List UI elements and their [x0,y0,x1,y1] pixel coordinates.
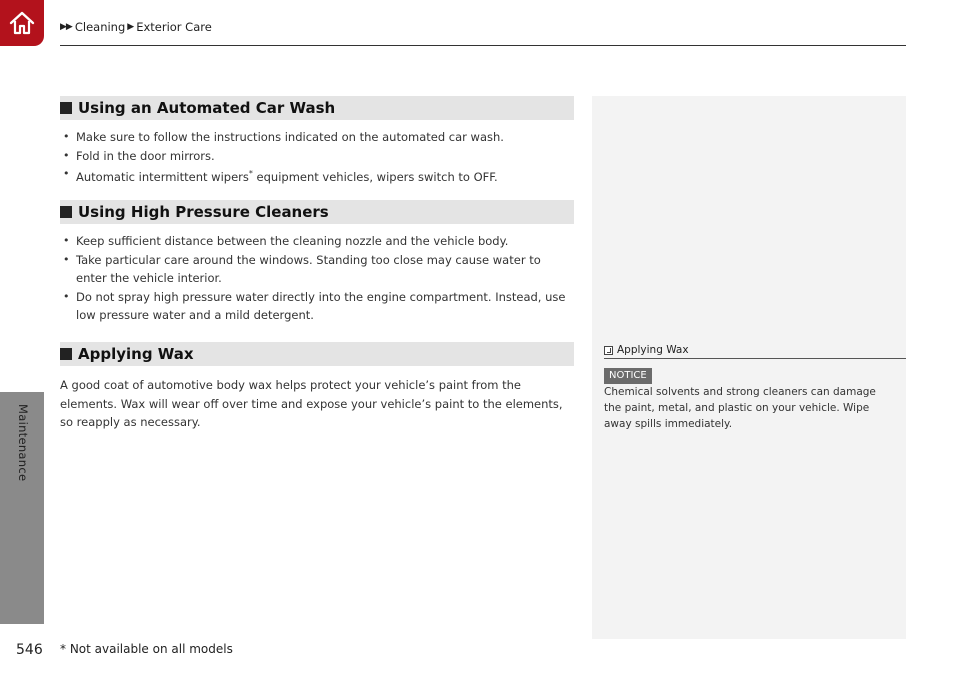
list-item: • Do not spray high pressure water directly into the engine compartment. Instead, use low pressure water and a mild detergent. [63,289,566,322]
section-title: Using High Pressure Cleaners [78,203,329,221]
footnote-star: * [248,169,253,178]
section-applying-wax [60,342,574,432]
breadcrumb [60,20,212,34]
list-item: • Make sure to follow the instructions indicated on the automated car wash. [60,128,574,147]
section-automated-car-wash [60,96,574,186]
breadcrumb-item-cleaning[interactable]: Cleaning [74,20,126,34]
bullet-icon: • [63,289,70,303]
list-item: • Fold in the door mirrors. [60,147,574,166]
header-divider [60,45,906,46]
wax-paragraph: A good coat of automotive body wax helps protect your vehicle’s paint from the elements. Wax will wear off over time and expose your vehicle’s paint to the elements, so reapply as necessary. [60,378,563,429]
footnote: * Not available on all models [60,642,233,656]
note-title: Applying Wax [604,344,689,356]
bullet-icon: • [63,234,70,247]
list-item: • Automatic intermittent wipers* equipment vehicles, wipers switch to OFF. [63,167,498,184]
notice-badge: NOTICE [604,368,652,384]
breadcrumb-arrow-icon: ▶▶ [60,22,72,32]
heading-square-icon [60,102,72,114]
list-item: • Keep sufficient distance between the cleaning nozzle and the vehicle body. [60,232,574,251]
bullet-icon: • [63,148,70,162]
breadcrumb-arrow-icon: ▶ [127,22,134,32]
section-heading [60,342,574,366]
list-item: • Take particular care around the windows. Standing too close may cause water to enter the vehicle interior. [63,252,541,285]
breadcrumb-item-exterior-care[interactable]: Exterior Care [136,20,212,34]
bullet-list [60,232,574,325]
heading-square-icon [60,206,72,218]
section-heading [60,96,574,120]
note-marker-icon [604,346,613,355]
home-icon [7,9,37,37]
section-title: Using an Automated Car Wash [78,99,336,117]
home-button[interactable] [0,0,44,46]
page-number: 546 [16,642,43,658]
bullet-icon: • [63,167,70,180]
bullet-icon: • [63,130,70,143]
heading-square-icon [60,348,72,360]
section-heading [60,200,574,224]
section-high-pressure-cleaners [60,200,574,325]
section-title: Applying Wax [78,345,194,363]
chapter-label: Maintenance [16,404,30,482]
bullet-list [60,128,574,186]
bullet-icon: • [63,252,70,266]
note-divider [604,358,906,359]
note-text: Chemical solvents and strong cleaners can damage the paint, metal, and plastic on your vehicle. Wipe away spills immediately. [604,386,876,430]
